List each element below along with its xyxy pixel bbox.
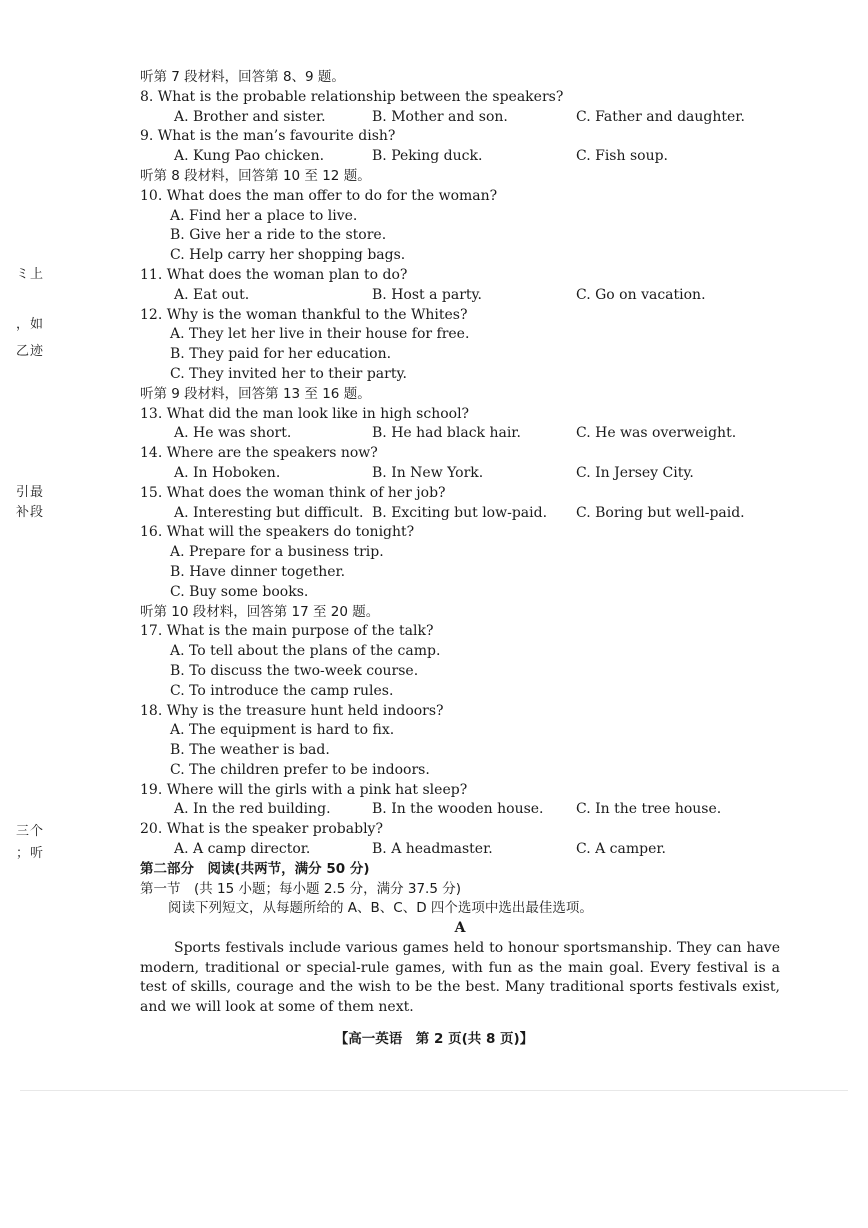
options-row	[140, 108, 780, 128]
option-a: A. Interesting but difficult.	[174, 504, 364, 521]
option-b: B. In New York.	[372, 464, 484, 481]
option-c: C. Father and daughter.	[576, 108, 745, 125]
option-a: A. Kung Pao chicken.	[174, 148, 325, 165]
question-15: 15. What does the woman think of her job?	[140, 484, 446, 501]
question-18: 18. Why is the treasure hunt held indoors?	[140, 702, 444, 719]
option-a: A. Brother and sister.	[174, 108, 326, 125]
question-10: 10. What does the man offer to do for the woman?	[140, 187, 498, 204]
options-row	[140, 504, 780, 524]
option-c: C. To introduce the camp rules.	[170, 682, 394, 699]
page-footer: 【高一英语 第 2 页(共 8 页)】	[334, 1031, 534, 1047]
option-a: A. To tell about the plans of the camp.	[170, 643, 441, 660]
question-16: 16. What will the speakers do tonight?	[140, 524, 415, 541]
option-b: B. Host a party.	[372, 286, 483, 303]
question-9: 9. What is the man’s favourite dish?	[140, 128, 396, 145]
options-row	[140, 147, 780, 167]
section-title: 第一节 (共 15 小题；每小题 2.5 分，满分 37.5 分)	[140, 880, 461, 897]
option-b: B. Mother and son.	[372, 108, 508, 125]
scan-divider	[20, 1090, 848, 1091]
question-19: 19. Where will the girls with a pink hat sleep?	[140, 781, 468, 798]
option-a: A. Prepare for a business trip.	[170, 544, 384, 561]
option-a: A. The equipment is hard to fix.	[170, 722, 395, 739]
option-a: A. In the red building.	[174, 801, 331, 818]
option-b: B. Have dinner together.	[170, 563, 346, 580]
option-c: C. The children prefer to be indoors.	[170, 761, 430, 778]
section-header: 听第 7 段材料，回答第 8、9 题。	[140, 69, 345, 85]
option-b: B. They paid for her education.	[170, 346, 392, 363]
option-c: C. A camper.	[576, 841, 666, 858]
question-8: 8. What is the probable relationship between the speakers?	[140, 88, 564, 105]
option-c: C. Fish soup.	[576, 148, 668, 165]
margin-fragment: ，如	[16, 317, 45, 332]
option-a: A. They let her live in their house for free.	[170, 326, 470, 343]
options-row	[140, 800, 780, 820]
passage-paragraph: Sports festivals include various games held to honour sportsmanship. They can have modern, traditional or special-rule games, with fun as the main goal. Every festival is a test of skills, courage and the wish to be the best. Many traditional sports festivals exist, and we will look at some of them next.	[140, 940, 780, 1015]
section-header: 听第 9 段材料，回答第 13 至 16 题。	[140, 385, 371, 402]
options-row	[140, 286, 780, 306]
exam-content	[140, 68, 780, 1031]
question-11: 11. What does the woman plan to do?	[140, 266, 408, 283]
margin-fragment: 三个	[16, 824, 45, 839]
option-b: B. Peking duck.	[372, 148, 483, 165]
question-20: 20. What is the speaker probably?	[140, 821, 383, 838]
option-c: C. In Jersey City.	[576, 464, 694, 481]
option-a: A. He was short.	[174, 425, 292, 442]
option-c: C. Boring but well-paid.	[576, 504, 745, 521]
question-12: 12. Why is the woman thankful to the Whites?	[140, 306, 468, 323]
margin-fragment: ；听	[16, 846, 45, 861]
option-a: A. In Hoboken.	[174, 464, 281, 481]
margin-fragment: 乙迹	[16, 344, 45, 359]
option-a: A. Eat out.	[174, 286, 250, 303]
option-a: A. A camp director.	[174, 841, 311, 858]
option-c: C. In the tree house.	[576, 801, 722, 818]
options-row	[140, 464, 780, 484]
question-13: 13. What did the man look like in high school?	[140, 405, 470, 422]
option-a: A. Find her a place to live.	[170, 207, 358, 224]
options-row	[140, 424, 780, 444]
section-header: 听第 10 段材料，回答第 17 至 20 题。	[140, 603, 380, 620]
option-b: B. In the wooden house.	[372, 801, 544, 818]
question-14: 14. Where are the speakers now?	[140, 445, 378, 462]
passage-letter: A	[454, 920, 466, 937]
margin-fragment: ミ上	[16, 267, 45, 282]
option-c: C. Help carry her shopping bags.	[170, 247, 406, 264]
option-b: B. To discuss the two-week course.	[170, 662, 419, 679]
option-c: C. They invited her to their party.	[170, 365, 407, 382]
option-b: B. Give her a ride to the store.	[170, 227, 387, 244]
part-title: 第二部分 阅读(共两节，满分 50 分)	[140, 860, 370, 877]
margin-fragment: 引最	[16, 485, 45, 500]
option-b: B. Exciting but low-paid.	[372, 504, 548, 521]
option-b: B. A headmaster.	[372, 841, 493, 858]
option-b: B. The weather is bad.	[170, 742, 330, 759]
option-b: B. He had black hair.	[372, 425, 521, 442]
section-header: 听第 8 段材料，回答第 10 至 12 题。	[140, 167, 371, 184]
options-row	[140, 840, 780, 860]
option-c: C. He was overweight.	[576, 425, 737, 442]
instructions: 阅读下列短文，从每题所给的 A、B、C、D 四个选项中选出最佳选项。	[168, 900, 593, 917]
option-c: C. Buy some books.	[170, 583, 309, 600]
margin-fragment: 补段	[16, 505, 45, 520]
option-c: C. Go on vacation.	[576, 286, 706, 303]
question-17: 17. What is the main purpose of the talk?	[140, 623, 434, 640]
